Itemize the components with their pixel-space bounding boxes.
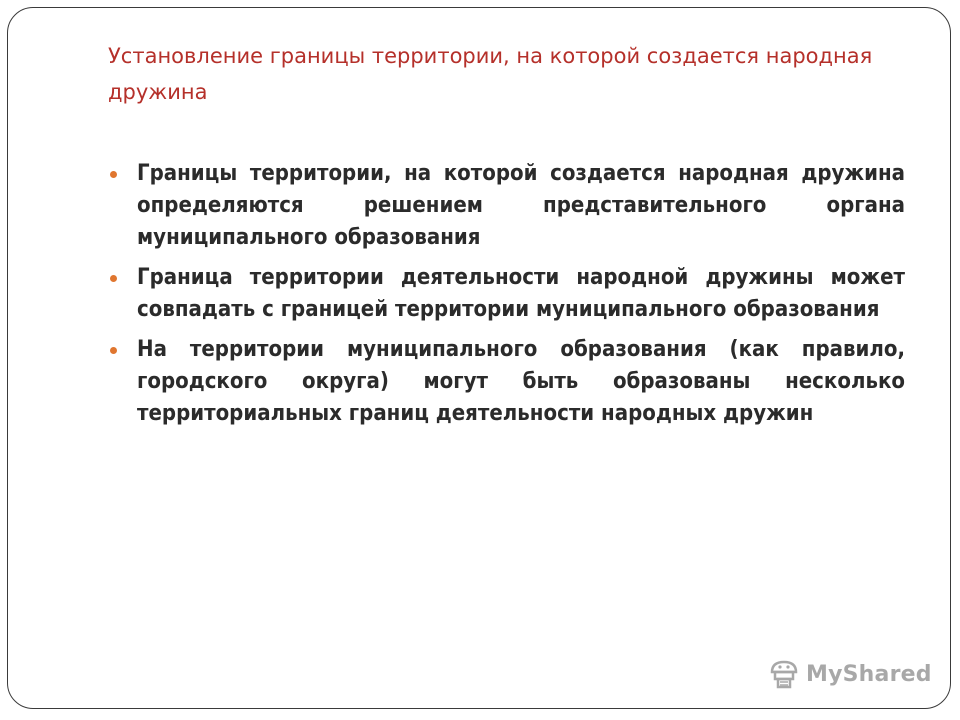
- bullet-dot-icon: [110, 171, 117, 178]
- list-item: [108, 262, 905, 326]
- bullet-text: Границы территории, на которой создается народная дружина определяются решением представительного органа муниципального образования: [137, 161, 905, 250]
- slide-title: Установление границы территории, на которой создается народная дружина: [108, 44, 873, 104]
- watermark: [768, 658, 932, 690]
- bullet-dot-icon: [110, 275, 117, 282]
- list-item: [108, 334, 905, 430]
- list-item: [108, 158, 905, 254]
- bullet-text: Граница территории деятельности народной дружины может совпадать с границей территории муниципального образования: [137, 265, 905, 322]
- bullet-dot-icon: [110, 347, 117, 354]
- mushroom-printer-logo-icon: [768, 658, 800, 690]
- watermark-text: MyShared: [806, 661, 932, 687]
- bullet-list: [108, 158, 905, 438]
- bullet-text: На территории муниципального образования (как правило, городского округа) могут быть образованы несколько территориальных границ деятельности народных дружин: [137, 337, 905, 426]
